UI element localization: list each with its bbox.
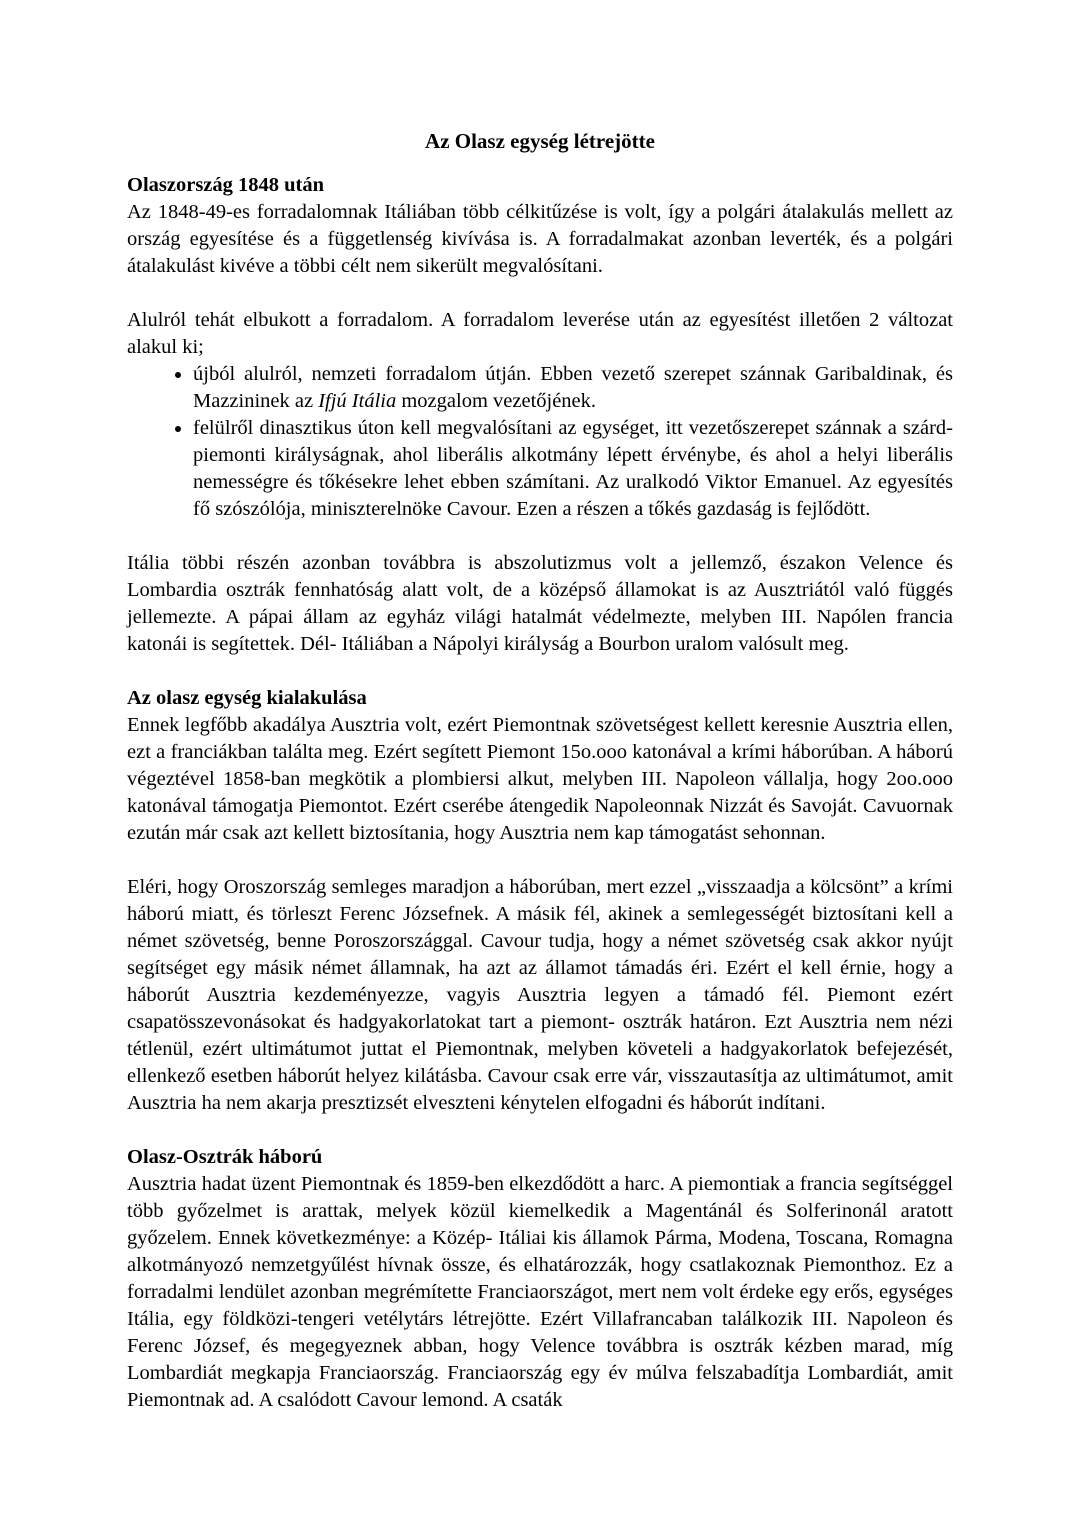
- section-heading: Olasz-Osztrák háború: [127, 1146, 323, 1168]
- paragraph: Az 1848-49-es forradalomnak Itáliában több célkitűzése is volt, így a polgári átalakulás mellett az ország egyesítése és a függetlenség kivívása is. A forradalmakat azonban leverték, és a polgári átalakulást kivéve a többi célt nem sikerült megvalósítani.: [127, 201, 953, 277]
- section-heading: Az olasz egység kialakulása: [127, 687, 367, 709]
- paragraph: Ausztria hadat üzent Piemontnak és 1859-ben elkezdődött a harc. A piemontiak a francia segítséggel több győzelmet is arattak, melyek közül kiemelkedik a Magentánál és Solferinonál aratott győzelem. Ennek következménye: a Közép- Itáliai kis államok Párma, Modena, Toscana, Romagna alkotmányozó nemzetgyűlést hívnak össze, és elhatározzák, hogy csatlakoznak Piemonthoz. Ez a forradalmi lendület azonban megrémítette Franciaországot, mert nem volt érdeke egy erős, egységes Itália, egy földközi-tengeri vetélytárs létrejötte. Ezért Villafrancaban találkozik III. Napoleon és Ferenc József, és megegyeznek abban, hogy Velence továbbra is osztrák kézben marad, míg Lombardiát megkapja Franciaország. Franciaország egy év múlva felszabadítja Lombardiát, amit Piemontnak ad. A csalódott Cavour lemond. A csaták: [127, 1173, 953, 1411]
- section-heading: Olaszország 1848 után: [127, 174, 325, 196]
- paragraph: Eléri, hogy Oroszország semleges maradjon a háborúban, mert ezzel „visszaadja a kölcsönt” a krími háború miatt, és törleszt Ferenc Józsefnek. A másik fél, akinek a semlegességét biztosítani kell a német szövetség, benne Poroszországgal. Cavour tudja, hogy a német szövetség csak akkor nyújt segítséget egy másik német államnak, ha azt az államot támadás éri. Ezért el kell érnie, hogy a háborút Ausztria kezdeményezze, vagyis Ausztria legyen a támadó fél. Piemont ezért csapatösszevonásokat és hadgyakorlatokat tart a piemont- osztrák határon. Ezt Ausztria nem nézi tétlenül, ezért ultimátumot juttat el Piemontnak, melyben követeli a hadgyakorlatok befejezését, ellenkező esetben háborút helyez kilátásba. Cavour csak erre vár, visszautasítja az ultimátumot, amit Ausztria ha nem akarja presztizsét elveszteni kénytelen elfogadni és háborút indítani.: [127, 876, 953, 1114]
- paragraph: Itália többi részén azonban továbbra is abszolutizmus volt a jellemző, északon Velence és Lombardia osztrák fennhatóság alatt volt, de a középső államokat is az Ausztriától való függés jellemezte. A pápai állam az egyház világi hatalmát védelmezte, melyben III. Napólen francia katonái is segítettek. Dél- Itáliában a Nápolyi királyság a Bourbon uralom valósult meg.: [127, 552, 953, 655]
- bullet-item: • újból alulról, nemzeti forradalom útján. Ebben vezető szerepet szánnak Garibaldinak, és Mazzininek az Ifjú Itália mozgalom vezetőjének.: [193, 361, 953, 415]
- paragraph: Ennek legfőbb akadálya Ausztria volt, ezért Piemontnak szövetségest kellett keresnie Ausztria ellen, ezt a franciákban találta meg. Ezért segített Piemont 15o.ooo katonával a krími háborúban. A háború végeztével 1858-ban megkötik a plombiersi alkut, melyben III. Napoleon vállalja, hogy 2oo.ooo katonával támogatja Piemontot. Ezért cserébe átengedik Napoleonnak Nizzát és Savoját. Cavuornak ezután már csak azt kellett biztosítania, hogy Ausztria nem kap támogatást sehonnan.: [127, 714, 953, 844]
- document-body: [127, 172, 953, 1414]
- paragraph: Alulról tehát elbukott a forradalom. A forradalom leverése után az egyesítést illetően 2 változat alakul ki;: [127, 309, 953, 358]
- document-title: Az Olasz egység létrejötte: [425, 129, 655, 153]
- bullet-list: [127, 361, 953, 523]
- bullet-item: • felülről dinasztikus úton kell megvalósítani az egységet, itt vezetőszerepet szánnak a szárd-piemonti királyságnak, ahol liberális alkotmány lépett érvénybe, és ahol a helyi liberális nemességre és tőkésekre lehet ebben számítani. Az uralkodó Viktor Emanuel. Az egyesítés fő szószólója, miniszterelnöke Cavour. Ezen a részen a tőkés gazdaság is fejlődött.: [193, 415, 953, 523]
